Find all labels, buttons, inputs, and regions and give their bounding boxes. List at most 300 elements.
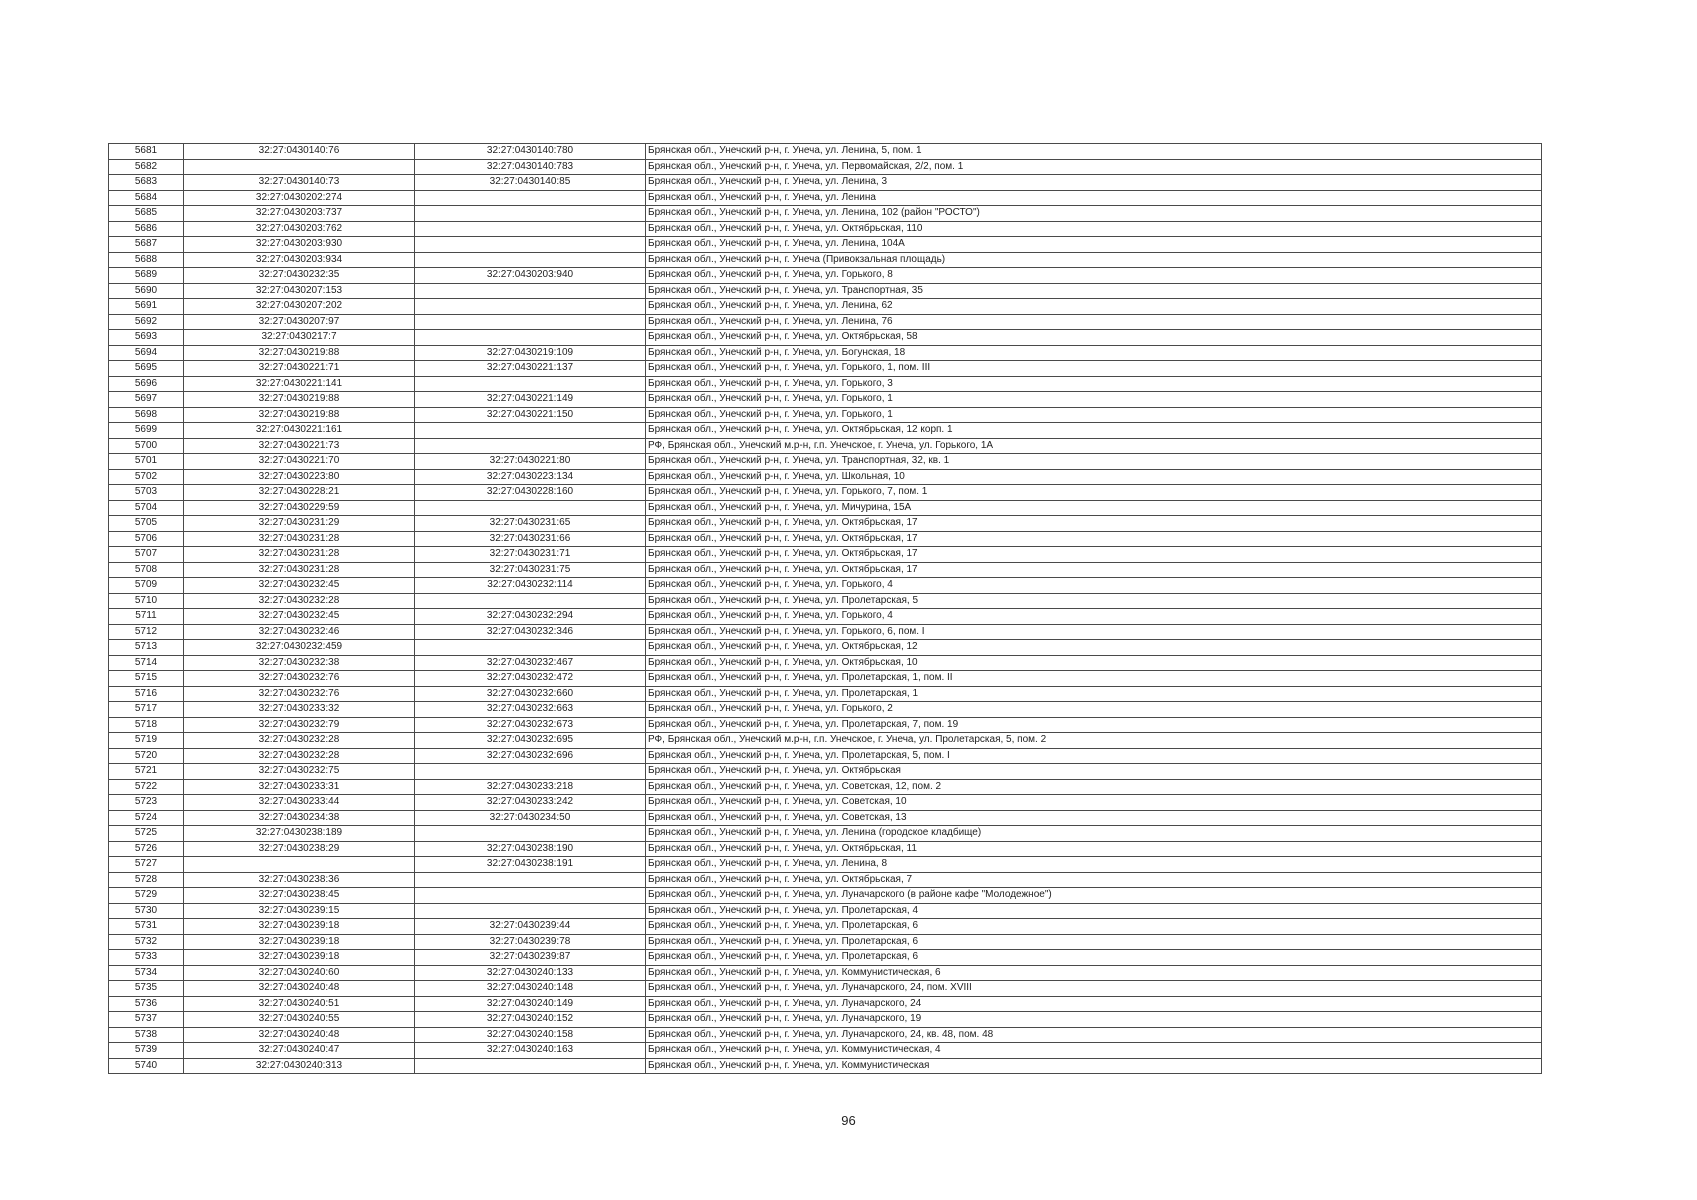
building-cadastral-number-cell: 32:27:0430240:163 [415,1043,646,1059]
row-number-cell: 5731 [109,919,184,935]
building-cadastral-number-cell [415,299,646,315]
building-cadastral-number-cell [415,237,646,253]
row-number-cell: 5705 [109,516,184,532]
building-cadastral-number-cell [415,500,646,516]
building-cadastral-number-cell: 32:27:0430221:149 [415,392,646,408]
table-row [109,345,1542,361]
building-cadastral-number-cell [415,252,646,268]
table-row [109,531,1542,547]
row-number-cell: 5696 [109,376,184,392]
table-row [109,562,1542,578]
row-number-cell: 5730 [109,903,184,919]
row-number-cell: 5714 [109,655,184,671]
land-cadastral-number-cell: 32:27:0430229:59 [184,500,415,516]
row-number-cell: 5694 [109,345,184,361]
table-row [109,888,1542,904]
table-row [109,764,1542,780]
row-number-cell: 5729 [109,888,184,904]
building-cadastral-number-cell: 32:27:0430239:78 [415,934,646,950]
address-cell: Брянская обл., Унечский р-н, г. Унеча, ул. Школьная, 10 [646,469,1542,485]
table-row [109,903,1542,919]
table-row [109,733,1542,749]
address-cell: РФ, Брянская обл., Унечский м.р-н, г.п. Унечское, г. Унеча, ул. Пролетарская, 5, пом. 2 [646,733,1542,749]
building-cadastral-number-cell [415,330,646,346]
land-cadastral-number-cell: 32:27:0430239:18 [184,934,415,950]
row-number-cell: 5699 [109,423,184,439]
table-row [109,376,1542,392]
address-cell: Брянская обл., Унечский р-н, г. Унеча, ул. Горького, 8 [646,268,1542,284]
row-number-cell: 5720 [109,748,184,764]
address-cell: Брянская обл., Унечский р-н, г. Унеча, ул. Горького, 4 [646,578,1542,594]
row-number-cell: 5688 [109,252,184,268]
address-cell: Брянская обл., Унечский р-н, г. Унеча, ул. Пролетарская, 6 [646,934,1542,950]
row-number-cell: 5693 [109,330,184,346]
row-number-cell: 5706 [109,531,184,547]
building-cadastral-number-cell: 32:27:0430232:696 [415,748,646,764]
table-row [109,268,1542,284]
land-cadastral-number-cell: 32:27:0430221:70 [184,454,415,470]
land-cadastral-number-cell: 32:27:0430219:88 [184,345,415,361]
land-cadastral-number-cell: 32:27:0430140:76 [184,144,415,160]
address-cell: Брянская обл., Унечский р-н, г. Унеча, ул. Транспортная, 32, кв. 1 [646,454,1542,470]
table-row [109,996,1542,1012]
land-cadastral-number-cell: 32:27:0430232:76 [184,671,415,687]
building-cadastral-number-cell: 32:27:0430228:160 [415,485,646,501]
land-cadastral-number-cell: 32:27:0430240:48 [184,1027,415,1043]
land-cadastral-number-cell: 32:27:0430207:97 [184,314,415,330]
land-cadastral-number-cell: 32:27:0430221:141 [184,376,415,392]
row-number-cell: 5725 [109,826,184,842]
building-cadastral-number-cell: 32:27:0430232:673 [415,717,646,733]
building-cadastral-number-cell: 32:27:0430233:218 [415,779,646,795]
table-row [109,609,1542,625]
address-cell: Брянская обл., Унечский р-н, г. Унеча, ул. Горького, 1 [646,392,1542,408]
address-cell: Брянская обл., Унечский р-н, г. Унеча, ул. Октябрьская, 12 корп. 1 [646,423,1542,439]
building-cadastral-number-cell: 32:27:0430232:695 [415,733,646,749]
table-row [109,1012,1542,1028]
land-cadastral-number-cell: 32:27:0430232:28 [184,748,415,764]
table-row [109,624,1542,640]
land-cadastral-number-cell: 32:27:0430233:44 [184,795,415,811]
address-cell: Брянская обл., Унечский р-н, г. Унеча, ул. Богунская, 18 [646,345,1542,361]
address-cell: Брянская обл., Унечский р-н, г. Унеча, ул. Ленина [646,190,1542,206]
row-number-cell: 5701 [109,454,184,470]
row-number-cell: 5724 [109,810,184,826]
table-row [109,330,1542,346]
building-cadastral-number-cell [415,190,646,206]
building-cadastral-number-cell [415,206,646,222]
land-cadastral-number-cell: 32:27:0430232:45 [184,578,415,594]
table-row [109,190,1542,206]
land-cadastral-number-cell: 32:27:0430233:32 [184,702,415,718]
land-cadastral-number-cell: 32:27:0430140:73 [184,175,415,191]
row-number-cell: 5736 [109,996,184,1012]
address-cell: Брянская обл., Унечский р-н, г. Унеча, ул. Ленина, 76 [646,314,1542,330]
row-number-cell: 5703 [109,485,184,501]
table-row [109,810,1542,826]
address-cell: Брянская обл., Унечский р-н, г. Унеча, ул. Пролетарская, 5 [646,593,1542,609]
building-cadastral-number-cell: 32:27:0430238:191 [415,857,646,873]
row-number-cell: 5717 [109,702,184,718]
table-row [109,283,1542,299]
table-row [109,655,1542,671]
land-cadastral-number-cell: 32:27:0430240:60 [184,965,415,981]
building-cadastral-number-cell [415,826,646,842]
row-number-cell: 5683 [109,175,184,191]
address-cell: Брянская обл., Унечский р-н, г. Унеча, ул. Пролетарская, 5, пом. I [646,748,1542,764]
row-number-cell: 5733 [109,950,184,966]
building-cadastral-number-cell: 32:27:0430232:294 [415,609,646,625]
address-cell: Брянская обл., Унечский р-н, г. Унеча, ул. Пролетарская, 1, пом. II [646,671,1542,687]
building-cadastral-number-cell: 32:27:0430231:71 [415,547,646,563]
land-cadastral-number-cell: 32:27:0430240:47 [184,1043,415,1059]
building-cadastral-number-cell [415,438,646,454]
address-cell: Брянская обл., Унечский р-н, г. Унеча, ул. Пролетарская, 7, пом. 19 [646,717,1542,733]
property-registry-table [108,143,1542,1074]
address-cell: Брянская обл., Унечский р-н, г. Унеча, ул. Луначарского, 24, кв. 48, пом. 48 [646,1027,1542,1043]
building-cadastral-number-cell [415,764,646,780]
building-cadastral-number-cell: 32:27:0430234:50 [415,810,646,826]
address-cell: Брянская обл., Унечский р-н, г. Унеча, ул. Пролетарская, 4 [646,903,1542,919]
row-number-cell: 5737 [109,1012,184,1028]
land-cadastral-number-cell: 32:27:0430232:45 [184,609,415,625]
address-cell: Брянская обл., Унечский р-н, г. Унеча, ул. Октябрьская, 10 [646,655,1542,671]
address-cell: Брянская обл., Унечский р-н, г. Унеча, ул. Горького, 3 [646,376,1542,392]
building-cadastral-number-cell: 32:27:0430221:150 [415,407,646,423]
land-cadastral-number-cell: 32:27:0430207:202 [184,299,415,315]
address-cell: Брянская обл., Унечский р-н, г. Унеча, ул. Советская, 13 [646,810,1542,826]
table-row [109,500,1542,516]
table-row [109,299,1542,315]
row-number-cell: 5719 [109,733,184,749]
row-number-cell: 5739 [109,1043,184,1059]
land-cadastral-number-cell: 32:27:0430207:153 [184,283,415,299]
table-row [109,919,1542,935]
land-cadastral-number-cell: 32:27:0430238:45 [184,888,415,904]
land-cadastral-number-cell: 32:27:0430203:737 [184,206,415,222]
land-cadastral-number-cell: 32:27:0430240:48 [184,981,415,997]
building-cadastral-number-cell: 32:27:0430140:783 [415,159,646,175]
row-number-cell: 5700 [109,438,184,454]
table-row [109,981,1542,997]
row-number-cell: 5684 [109,190,184,206]
land-cadastral-number-cell: 32:27:0430203:934 [184,252,415,268]
building-cadastral-number-cell: 32:27:0430221:80 [415,454,646,470]
address-cell: Брянская обл., Унечский р-н, г. Унеча, ул. Октябрьская, 7 [646,872,1542,888]
row-number-cell: 5692 [109,314,184,330]
table-row [109,221,1542,237]
row-number-cell: 5686 [109,221,184,237]
building-cadastral-number-cell [415,903,646,919]
address-cell: Брянская обл., Унечский р-н, г. Унеча, ул. Коммунистическая [646,1058,1542,1074]
address-cell: РФ, Брянская обл., Унечский м.р-н, г.п. Унечское, г. Унеча, ул. Горького, 1А [646,438,1542,454]
row-number-cell: 5715 [109,671,184,687]
building-cadastral-number-cell: 32:27:0430240:152 [415,1012,646,1028]
table-row [109,779,1542,795]
land-cadastral-number-cell: 32:27:0430232:28 [184,593,415,609]
address-cell: Брянская обл., Унечский р-н, г. Унеча, ул. Октябрьская, 17 [646,547,1542,563]
table-row [109,640,1542,656]
building-cadastral-number-cell [415,221,646,237]
address-cell: Брянская обл., Унечский р-н, г. Унеча, ул. Октябрьская [646,764,1542,780]
address-cell: Брянская обл., Унечский р-н, г. Унеча, ул. Ленина, 3 [646,175,1542,191]
table-row [109,485,1542,501]
land-cadastral-number-cell [184,857,415,873]
row-number-cell: 5702 [109,469,184,485]
land-cadastral-number-cell: 32:27:0430240:313 [184,1058,415,1074]
building-cadastral-number-cell: 32:27:0430140:85 [415,175,646,191]
row-number-cell: 5690 [109,283,184,299]
row-number-cell: 5718 [109,717,184,733]
building-cadastral-number-cell: 32:27:0430231:65 [415,516,646,532]
land-cadastral-number-cell: 32:27:0430221:71 [184,361,415,377]
building-cadastral-number-cell [415,1058,646,1074]
table-row [109,361,1542,377]
address-cell: Брянская обл., Унечский р-н, г. Унеча, ул. Советская, 12, пом. 2 [646,779,1542,795]
table-row [109,314,1542,330]
address-cell: Брянская обл., Унечский р-н, г. Унеча, ул. Луначарского, 19 [646,1012,1542,1028]
row-number-cell: 5708 [109,562,184,578]
building-cadastral-number-cell: 32:27:0430232:660 [415,686,646,702]
land-cadastral-number-cell: 32:27:0430232:35 [184,268,415,284]
land-cadastral-number-cell: 32:27:0430228:21 [184,485,415,501]
address-cell: Брянская обл., Унечский р-н, г. Унеча, ул. Горького, 4 [646,609,1542,625]
building-cadastral-number-cell: 32:27:0430232:663 [415,702,646,718]
land-cadastral-number-cell: 32:27:0430233:31 [184,779,415,795]
land-cadastral-number-cell: 32:27:0430231:29 [184,516,415,532]
address-cell: Брянская обл., Унечский р-н, г. Унеча, ул. Октябрьская, 110 [646,221,1542,237]
row-number-cell: 5695 [109,361,184,377]
land-cadastral-number-cell: 32:27:0430219:88 [184,407,415,423]
table-row [109,686,1542,702]
land-cadastral-number-cell: 32:27:0430217:7 [184,330,415,346]
land-cadastral-number-cell: 32:27:0430231:28 [184,562,415,578]
building-cadastral-number-cell [415,593,646,609]
building-cadastral-number-cell [415,423,646,439]
row-number-cell: 5716 [109,686,184,702]
row-number-cell: 5721 [109,764,184,780]
table-row [109,841,1542,857]
land-cadastral-number-cell: 32:27:0430219:88 [184,392,415,408]
land-cadastral-number-cell: 32:27:0430232:459 [184,640,415,656]
land-cadastral-number-cell: 32:27:0430231:28 [184,531,415,547]
land-cadastral-number-cell: 32:27:0430231:28 [184,547,415,563]
table-row [109,547,1542,563]
building-cadastral-number-cell: 32:27:0430240:158 [415,1027,646,1043]
address-cell: Брянская обл., Унечский р-н, г. Унеча, ул. Мичурина, 15А [646,500,1542,516]
land-cadastral-number-cell: 32:27:0430232:28 [184,733,415,749]
building-cadastral-number-cell: 32:27:0430233:242 [415,795,646,811]
table-row [109,593,1542,609]
table-row [109,438,1542,454]
row-number-cell: 5698 [109,407,184,423]
table-row [109,748,1542,764]
building-cadastral-number-cell [415,888,646,904]
table-row [109,454,1542,470]
row-number-cell: 5726 [109,841,184,857]
land-cadastral-number-cell: 32:27:0430232:75 [184,764,415,780]
address-cell: Брянская обл., Унечский р-н, г. Унеча, ул. Горького, 2 [646,702,1542,718]
building-cadastral-number-cell: 32:27:0430239:87 [415,950,646,966]
address-cell: Брянская обл., Унечский р-н, г. Унеча (Привокзальная площадь) [646,252,1542,268]
table-row [109,516,1542,532]
land-cadastral-number-cell: 32:27:0430202:274 [184,190,415,206]
row-number-cell: 5710 [109,593,184,609]
address-cell: Брянская обл., Унечский р-н, г. Унеча, ул. Горького, 7, пом. 1 [646,485,1542,501]
land-cadastral-number-cell: 32:27:0430203:930 [184,237,415,253]
address-cell: Брянская обл., Унечский р-н, г. Унеча, ул. Коммунистическая, 6 [646,965,1542,981]
building-cadastral-number-cell: 32:27:0430240:148 [415,981,646,997]
land-cadastral-number-cell: 32:27:0430240:55 [184,1012,415,1028]
land-cadastral-number-cell: 32:27:0430239:15 [184,903,415,919]
building-cadastral-number-cell [415,640,646,656]
table-row [109,578,1542,594]
row-number-cell: 5727 [109,857,184,873]
table-row [109,857,1542,873]
table-row [109,159,1542,175]
table-row [109,392,1542,408]
table-row [109,1043,1542,1059]
address-cell: Брянская обл., Унечский р-н, г. Унеча, ул. Октябрьская, 58 [646,330,1542,346]
land-cadastral-number-cell: 32:27:0430232:46 [184,624,415,640]
land-cadastral-number-cell: 32:27:0430239:18 [184,919,415,935]
row-number-cell: 5685 [109,206,184,222]
row-number-cell: 5740 [109,1058,184,1074]
table-row [109,407,1542,423]
table-row [109,717,1542,733]
table-row [109,423,1542,439]
table-row [109,950,1542,966]
row-number-cell: 5697 [109,392,184,408]
address-cell: Брянская обл., Унечский р-н, г. Унеча, ул. Ленина, 104А [646,237,1542,253]
building-cadastral-number-cell: 32:27:0430221:137 [415,361,646,377]
table-row [109,237,1542,253]
land-cadastral-number-cell: 32:27:0430238:29 [184,841,415,857]
land-cadastral-number-cell: 32:27:0430238:36 [184,872,415,888]
registry-table-body [109,144,1542,1074]
building-cadastral-number-cell: 32:27:0430240:149 [415,996,646,1012]
land-cadastral-number-cell: 32:27:0430232:38 [184,655,415,671]
row-number-cell: 5709 [109,578,184,594]
land-cadastral-number-cell: 32:27:0430238:189 [184,826,415,842]
row-number-cell: 5734 [109,965,184,981]
row-number-cell: 5689 [109,268,184,284]
address-cell: Брянская обл., Унечский р-н, г. Унеча, ул. Октябрьская, 17 [646,531,1542,547]
land-cadastral-number-cell: 32:27:0430232:79 [184,717,415,733]
address-cell: Брянская обл., Унечский р-н, г. Унеча, ул. Первомайская, 2/2, пом. 1 [646,159,1542,175]
land-cadastral-number-cell: 32:27:0430240:51 [184,996,415,1012]
address-cell: Брянская обл., Унечский р-н, г. Унеча, ул. Октябрьская, 11 [646,841,1542,857]
address-cell: Брянская обл., Унечский р-н, г. Унеча, ул. Коммунистическая, 4 [646,1043,1542,1059]
building-cadastral-number-cell: 32:27:0430238:190 [415,841,646,857]
building-cadastral-number-cell [415,376,646,392]
address-cell: Брянская обл., Унечский р-н, г. Унеча, ул. Луначарского, 24, пом. XVIII [646,981,1542,997]
table-row [109,965,1542,981]
table-row [109,252,1542,268]
address-cell: Брянская обл., Унечский р-н, г. Унеча, ул. Советская, 10 [646,795,1542,811]
table-row [109,671,1542,687]
land-cadastral-number-cell: 32:27:0430239:18 [184,950,415,966]
address-cell: Брянская обл., Унечский р-н, г. Унеча, ул. Ленина, 62 [646,299,1542,315]
row-number-cell: 5735 [109,981,184,997]
building-cadastral-number-cell: 32:27:0430203:940 [415,268,646,284]
row-number-cell: 5732 [109,934,184,950]
address-cell: Брянская обл., Унечский р-н, г. Унеча, ул. Пролетарская, 6 [646,919,1542,935]
building-cadastral-number-cell: 32:27:0430239:44 [415,919,646,935]
building-cadastral-number-cell: 32:27:0430219:109 [415,345,646,361]
building-cadastral-number-cell: 32:27:0430231:66 [415,531,646,547]
building-cadastral-number-cell [415,283,646,299]
building-cadastral-number-cell: 32:27:0430231:75 [415,562,646,578]
row-number-cell: 5722 [109,779,184,795]
building-cadastral-number-cell: 32:27:0430240:133 [415,965,646,981]
address-cell: Брянская обл., Унечский р-н, г. Унеча, ул. Транспортная, 35 [646,283,1542,299]
building-cadastral-number-cell [415,314,646,330]
building-cadastral-number-cell: 32:27:0430232:467 [415,655,646,671]
land-cadastral-number-cell: 32:27:0430232:76 [184,686,415,702]
building-cadastral-number-cell: 32:27:0430140:780 [415,144,646,160]
building-cadastral-number-cell: 32:27:0430223:134 [415,469,646,485]
address-cell: Брянская обл., Унечский р-н, г. Унеча, ул. Пролетарская, 6 [646,950,1542,966]
address-cell: Брянская обл., Унечский р-н, г. Унеча, ул. Горького, 1, пом. III [646,361,1542,377]
page-number: 96 [841,1113,856,1128]
address-cell: Брянская обл., Унечский р-н, г. Унеча, ул. Октябрьская, 17 [646,516,1542,532]
row-number-cell: 5723 [109,795,184,811]
table-row [109,795,1542,811]
row-number-cell: 5711 [109,609,184,625]
address-cell: Брянская обл., Унечский р-н, г. Унеча, ул. Ленина (городское кладбище) [646,826,1542,842]
address-cell: Брянская обл., Унечский р-н, г. Унеча, ул. Луначарского, 24 [646,996,1542,1012]
address-cell: Брянская обл., Унечский р-н, г. Унеча, ул. Ленина, 8 [646,857,1542,873]
land-cadastral-number-cell: 32:27:0430203:762 [184,221,415,237]
land-cadastral-number-cell: 32:27:0430221:161 [184,423,415,439]
row-number-cell: 5712 [109,624,184,640]
land-cadastral-number-cell: 32:27:0430221:73 [184,438,415,454]
building-cadastral-number-cell [415,872,646,888]
row-number-cell: 5707 [109,547,184,563]
table-row [109,175,1542,191]
row-number-cell: 5687 [109,237,184,253]
address-cell: Брянская обл., Унечский р-н, г. Унеча, ул. Ленина, 102 (район "РОСТО") [646,206,1542,222]
land-cadastral-number-cell: 32:27:0430223:80 [184,469,415,485]
land-cadastral-number-cell [184,159,415,175]
row-number-cell: 5704 [109,500,184,516]
address-cell: Брянская обл., Унечский р-н, г. Унеча, ул. Пролетарская, 1 [646,686,1542,702]
row-number-cell: 5691 [109,299,184,315]
table-row [109,1058,1542,1074]
land-cadastral-number-cell: 32:27:0430234:38 [184,810,415,826]
table-row [109,1027,1542,1043]
row-number-cell: 5738 [109,1027,184,1043]
row-number-cell: 5682 [109,159,184,175]
address-cell: Брянская обл., Унечский р-н, г. Унеча, ул. Октябрьская, 17 [646,562,1542,578]
row-number-cell: 5728 [109,872,184,888]
building-cadastral-number-cell: 32:27:0430232:346 [415,624,646,640]
address-cell: Брянская обл., Унечский р-н, г. Унеча, ул. Ленина, 5, пом. 1 [646,144,1542,160]
table-row [109,144,1542,160]
table-row [109,469,1542,485]
row-number-cell: 5713 [109,640,184,656]
table-row [109,826,1542,842]
row-number-cell: 5681 [109,144,184,160]
table-row [109,206,1542,222]
building-cadastral-number-cell: 32:27:0430232:114 [415,578,646,594]
address-cell: Брянская обл., Унечский р-н, г. Унеча, ул. Горького, 6, пом. I [646,624,1542,640]
table-row [109,702,1542,718]
table-row [109,934,1542,950]
building-cadastral-number-cell: 32:27:0430232:472 [415,671,646,687]
address-cell: Брянская обл., Унечский р-н, г. Унеча, ул. Луначарского (в районе кафе "Молодежное") [646,888,1542,904]
